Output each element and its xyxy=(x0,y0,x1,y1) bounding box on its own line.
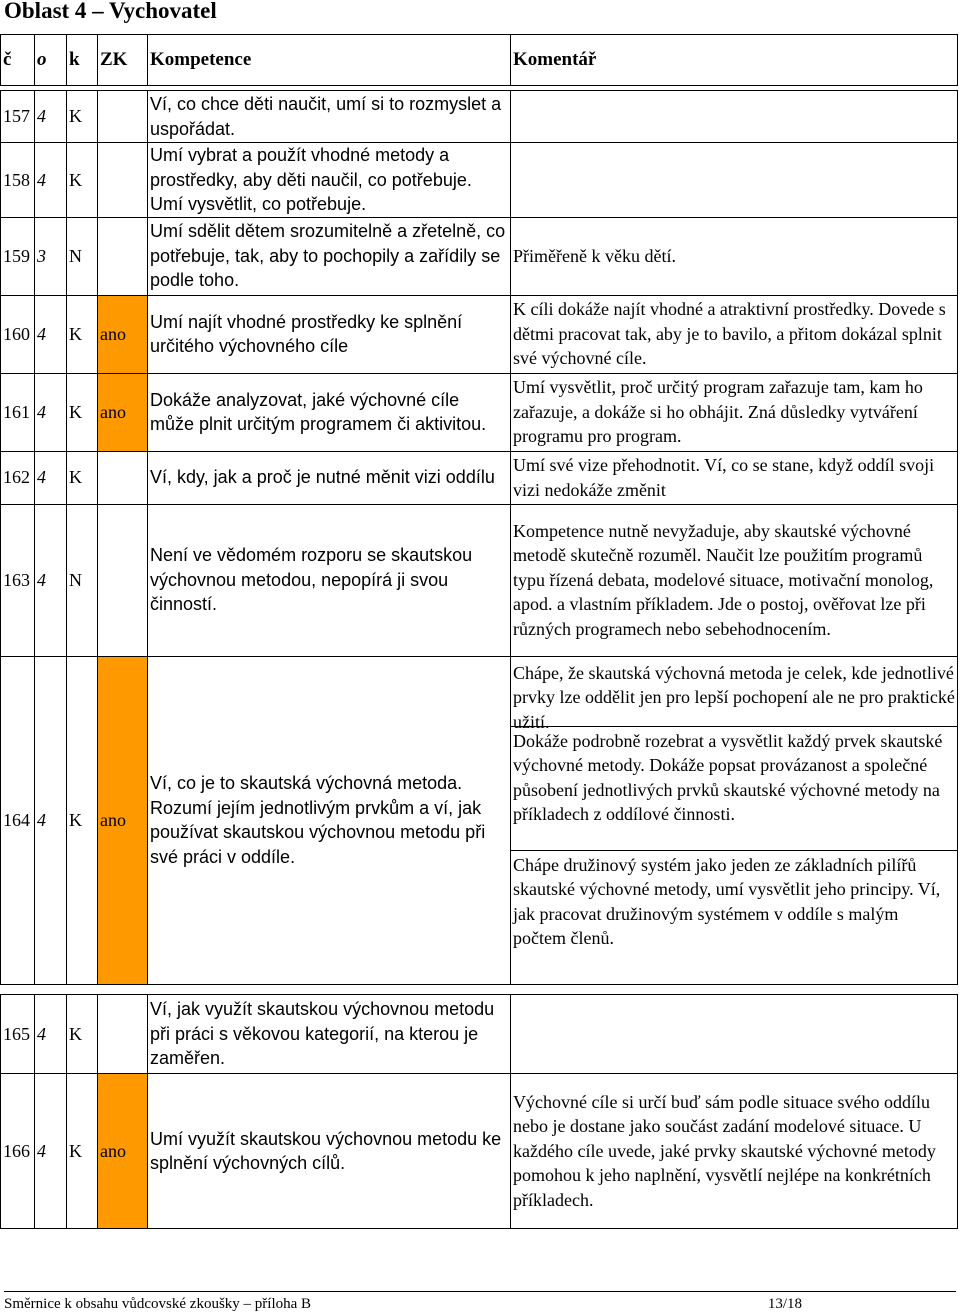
row-kompetence: Umí sdělit dětem srozumitelně a zřetelně, co potřebuje, tak, aby to pochopily a zařídily se podle toho. xyxy=(148,217,511,295)
col-header-komentar: Komentář xyxy=(511,35,958,86)
row-k: N xyxy=(67,504,98,656)
row-komentar: Kompetence nutně nevyžaduje, aby skautské výchovné metodě skutečně rozuměl. Naučit lze použitím programů typu řízená debata, modelové situace, motivační monolog, apod. a vlastním příkladem. Jde o postoj, ověřovat lze při různých programech nebo sebehodnocením. xyxy=(511,504,958,656)
row-zk xyxy=(98,143,148,218)
row-kompetence: Umí najít vhodné prostředky ke splnění určitého výchovného cíle xyxy=(148,295,511,373)
row-o: 4 xyxy=(35,91,67,143)
row-k: K xyxy=(67,295,98,373)
row-komentar: Výchovné cíle si určí buď sám podle situace svého oddílu nebo je dostane jako součást zadání modelové situace. U každého cíle uvede, jaké prvky skautské výchovné metody pomohou k jeho naplnění, vysvětlí nejlépe na konkrétních příkladech. xyxy=(511,1074,958,1229)
row-komentar xyxy=(511,91,958,143)
col-header-c: č xyxy=(1,35,35,86)
komentar-part: Dokáže podrobně rozebrat a vysvětlit každý prvek skautské výchovné metody. Dokáže popsat provázanost a společné působení jednotlivých prvků skautské výchovné metody na příkladech z oddílové činnosti. xyxy=(511,727,957,851)
footer-document-name: Směrnice k obsahu vůdcovské zkoušky – příloha B xyxy=(4,1296,312,1312)
row-zk: ano xyxy=(98,295,148,373)
table-row xyxy=(1,504,958,656)
col-header-zk: ZK xyxy=(98,35,148,86)
row-k: K xyxy=(67,373,98,451)
row-zk xyxy=(98,995,148,1074)
komentar-part: Chápe, že skautská výchovná metoda je celek, kde jednotlivé prvky lze oddělit jen pro lepší pochopení ale ne pro praktické užití. xyxy=(511,657,957,727)
row-o: 4 xyxy=(35,143,67,218)
row-kompetence: Ví, jak využít skautskou výchovnou metodu při práci s věkovou kategorií, na kterou je zaměřen. xyxy=(148,995,511,1074)
row-komentar: Umí své vize přehodnotit. Ví, co se stane, když oddíl svoji vizi nedokáže změnit xyxy=(511,451,958,504)
row-komentar xyxy=(511,995,958,1074)
table-row xyxy=(1,656,958,984)
row-o: 4 xyxy=(35,995,67,1074)
komentar-part: Chápe družinový systém jako jeden ze základních pilířů skautské výchovné metody, umí vysvětlit jeho principy. Ví, jak pracovat družinovým systémem v oddíle s malým počtem členů. xyxy=(513,854,941,948)
competence-table xyxy=(0,90,958,985)
row-zk xyxy=(98,217,148,295)
row-number: 160 xyxy=(1,295,35,373)
row-zk: ano xyxy=(98,656,148,984)
table-row xyxy=(1,373,958,451)
row-k: K xyxy=(67,143,98,218)
table-row xyxy=(1,217,958,295)
row-kompetence: Ví, kdy, jak a proč je nutné měnit vizi oddílu xyxy=(148,451,511,504)
col-header-k: k xyxy=(67,35,98,86)
row-zk: ano xyxy=(98,1074,148,1229)
row-komentar xyxy=(511,656,958,984)
page-footer xyxy=(4,1291,956,1313)
row-zk xyxy=(98,91,148,143)
row-number: 164 xyxy=(1,656,35,984)
row-o: 3 xyxy=(35,217,67,295)
competence-table-continued xyxy=(0,994,958,1229)
row-k: K xyxy=(67,1074,98,1229)
table-row xyxy=(1,995,958,1074)
row-number: 161 xyxy=(1,373,35,451)
row-o: 4 xyxy=(35,451,67,504)
table-row xyxy=(1,451,958,504)
row-o: 4 xyxy=(35,295,67,373)
row-kompetence: Umí vybrat a použít vhodné metody a prostředky, aby děti naučil, co potřebuje. Umí vysvětlit, co potřebuje. xyxy=(148,143,511,218)
row-kompetence: Ví, co chce děti naučit, umí si to rozmyslet a uspořádat. xyxy=(148,91,511,143)
row-number: 158 xyxy=(1,143,35,218)
row-zk xyxy=(98,504,148,656)
row-k: N xyxy=(67,217,98,295)
row-k: K xyxy=(67,995,98,1074)
table-header xyxy=(0,34,958,86)
row-kompetence: Dokáže analyzovat, jaké výchovné cíle může plnit určitým programem či aktivitou. xyxy=(148,373,511,451)
row-kompetence: Ví, co je to skautská výchovná metoda. Rozumí jejím jednotlivým prvkům a ví, jak používat skautskou výchovnou metodu při své práci v oddíle. xyxy=(148,656,511,984)
row-kompetence: Umí využít skautskou výchovnou metodu ke splnění výchovných cílů. xyxy=(148,1074,511,1229)
row-number: 159 xyxy=(1,217,35,295)
footer-page-number: 13/18 xyxy=(767,1296,802,1312)
row-o: 4 xyxy=(35,1074,67,1229)
row-kompetence: Není ve vědomém rozporu se skautskou výchovnou metodou, nepopírá ji svou činností. xyxy=(148,504,511,656)
row-o: 4 xyxy=(35,656,67,984)
row-o: 4 xyxy=(35,373,67,451)
page-title: Oblast 4 – Vychovatel xyxy=(4,0,217,23)
row-komentar: K cíli dokáže najít vhodné a atraktivní prostředky. Dovede s dětmi pracovat tak, aby je to bavilo, a přitom dokázal splnit své výchovné cíle. xyxy=(511,295,958,373)
table-row xyxy=(1,1074,958,1229)
row-o: 4 xyxy=(35,504,67,656)
row-number: 163 xyxy=(1,504,35,656)
row-k: K xyxy=(67,451,98,504)
row-komentar: Umí vysvětlit, proč určitý program zařazuje tam, kam ho zařazuje, a dokáže si ho obhájit. Zná důsledky vytváření programu pro program. xyxy=(511,373,958,451)
row-zk: ano xyxy=(98,373,148,451)
table-row xyxy=(1,143,958,218)
row-komentar: Přiměřeně k věku dětí. xyxy=(511,217,958,295)
col-header-o: o xyxy=(35,35,67,86)
row-number: 157 xyxy=(1,91,35,143)
row-k: K xyxy=(67,656,98,984)
table-row xyxy=(1,295,958,373)
col-header-kompetence: Kompetence xyxy=(148,35,511,86)
row-zk xyxy=(98,451,148,504)
row-komentar xyxy=(511,143,958,218)
row-number: 165 xyxy=(1,995,35,1074)
row-number: 166 xyxy=(1,1074,35,1229)
table-row xyxy=(1,91,958,143)
row-number: 162 xyxy=(1,451,35,504)
row-k: K xyxy=(67,91,98,143)
